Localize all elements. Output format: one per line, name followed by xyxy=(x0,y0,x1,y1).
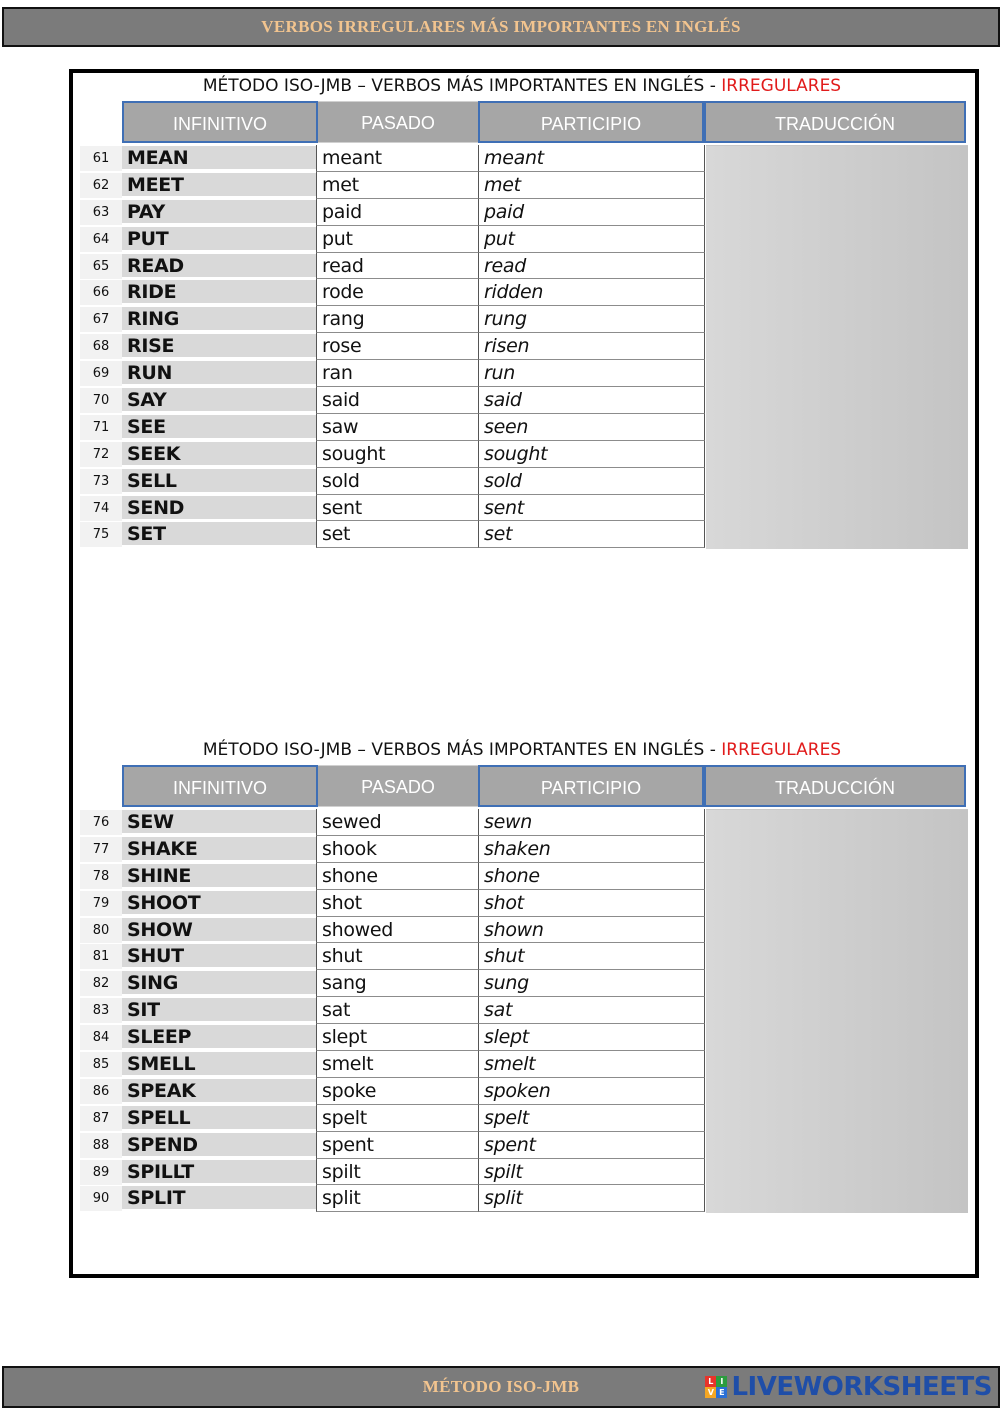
row-number: 77 xyxy=(80,837,122,862)
logo-letter: I xyxy=(716,1376,727,1387)
participle-cell: ridden xyxy=(478,279,705,306)
participle-cell: meant xyxy=(478,145,705,172)
row-number: 71 xyxy=(80,415,122,440)
verb-row xyxy=(80,809,706,836)
past-cell: put xyxy=(316,226,478,253)
participle-cell: risen xyxy=(478,333,705,360)
participle-cell: shot xyxy=(478,890,705,917)
infinitive-cell: RISE xyxy=(122,334,316,358)
section-title-main: MÉTODO ISO-JMB – VERBOS MÁS IMPORTANTES EN INGLÉS - xyxy=(202,76,722,96)
infinitive-cell: PAY xyxy=(122,200,316,224)
row-number: 68 xyxy=(80,334,122,359)
infinitive-cell: SEND xyxy=(122,496,316,520)
row-number: 63 xyxy=(80,200,122,225)
past-cell: spilt xyxy=(316,1159,478,1186)
participle-cell: shaken xyxy=(478,836,705,863)
row-number: 83 xyxy=(80,998,122,1023)
verb-row xyxy=(80,279,706,306)
participle-cell: said xyxy=(478,387,705,414)
past-cell: rang xyxy=(316,306,478,333)
logo-letter: E xyxy=(716,1387,727,1398)
row-number: 73 xyxy=(80,469,122,494)
past-cell: shone xyxy=(316,863,478,890)
infinitive-cell: SHAKE xyxy=(122,837,316,861)
verb-row xyxy=(80,890,706,917)
past-cell: showed xyxy=(316,917,478,944)
row-number: 62 xyxy=(80,173,122,198)
verb-row xyxy=(80,836,706,863)
infinitive-cell: PUT xyxy=(122,227,316,251)
past-cell: rose xyxy=(316,333,478,360)
past-cell: sent xyxy=(316,495,478,522)
participle-cell: sent xyxy=(478,495,705,522)
verb-row xyxy=(80,1159,706,1186)
past-cell: spent xyxy=(316,1132,478,1159)
row-number: 69 xyxy=(80,361,122,386)
infinitive-cell: MEET xyxy=(122,173,316,197)
verb-rows xyxy=(80,145,706,548)
verb-row xyxy=(80,414,706,441)
participle-cell: rung xyxy=(478,306,705,333)
section-title-main: MÉTODO ISO-JMB – VERBOS MÁS IMPORTANTES EN INGLÉS - xyxy=(202,740,722,760)
verb-rows xyxy=(80,809,706,1212)
participle-cell: set xyxy=(478,521,705,548)
row-number: 67 xyxy=(80,307,122,332)
participle-cell: spent xyxy=(478,1132,705,1159)
section-title-highlight: IRREGULARES xyxy=(721,76,842,96)
past-cell: sold xyxy=(316,468,478,495)
infinitive-cell: SMELL xyxy=(122,1052,316,1076)
verb-row xyxy=(80,441,706,468)
verb-row xyxy=(80,387,706,414)
row-number: 85 xyxy=(80,1052,122,1077)
translation-answer-area[interactable] xyxy=(706,809,968,1213)
verb-row xyxy=(80,360,706,387)
infinitive-cell: SLEEP xyxy=(122,1025,316,1049)
logo-letter: L xyxy=(705,1376,716,1387)
section-title xyxy=(190,737,854,763)
verb-row xyxy=(80,145,706,172)
participle-cell: shut xyxy=(478,943,705,970)
participle-cell: spelt xyxy=(478,1105,705,1132)
past-cell: shut xyxy=(316,943,478,970)
row-number: 80 xyxy=(80,918,122,943)
verb-row xyxy=(80,468,706,495)
verb-row xyxy=(80,970,706,997)
past-cell: slept xyxy=(316,1024,478,1051)
row-number: 84 xyxy=(80,1025,122,1050)
verb-row xyxy=(80,997,706,1024)
header-participio: PARTICIPIO xyxy=(478,765,704,807)
participle-cell: sold xyxy=(478,468,705,495)
participle-cell: sat xyxy=(478,997,705,1024)
past-cell: meant xyxy=(316,145,478,172)
infinitive-cell: SHUT xyxy=(122,944,316,968)
infinitive-cell: SPEND xyxy=(122,1133,316,1157)
past-cell: sat xyxy=(316,997,478,1024)
top-banner: VERBOS IRREGULARES MÁS IMPORTANTES EN INGLÉS xyxy=(2,7,1000,47)
row-number: 81 xyxy=(80,944,122,969)
infinitive-cell: SHINE xyxy=(122,864,316,888)
section-title-highlight: IRREGULARES xyxy=(721,740,842,760)
past-cell: said xyxy=(316,387,478,414)
participle-cell: met xyxy=(478,172,705,199)
infinitive-cell: SHOOT xyxy=(122,891,316,915)
infinitive-cell: SEEK xyxy=(122,442,316,466)
section-title xyxy=(190,73,854,99)
past-cell: shot xyxy=(316,890,478,917)
infinitive-cell: SPLIT xyxy=(122,1186,316,1210)
infinitive-cell: RIDE xyxy=(122,280,316,304)
infinitive-cell: SEE xyxy=(122,415,316,439)
participle-cell: run xyxy=(478,360,705,387)
row-number: 86 xyxy=(80,1079,122,1104)
header-infinitivo: INFINITIVO xyxy=(122,765,318,807)
verb-row xyxy=(80,306,706,333)
infinitive-cell: RUN xyxy=(122,361,316,385)
past-cell: saw xyxy=(316,414,478,441)
infinitive-cell: SING xyxy=(122,971,316,995)
row-number: 76 xyxy=(80,810,122,835)
header-traduccion: TRADUCCIÓN xyxy=(704,101,966,143)
past-cell: set xyxy=(316,521,478,548)
row-number: 66 xyxy=(80,280,122,305)
participle-cell: sought xyxy=(478,441,705,468)
participle-cell: spoken xyxy=(478,1078,705,1105)
participle-cell: spilt xyxy=(478,1159,705,1186)
header-pasado: PASADO xyxy=(318,101,478,143)
verb-row xyxy=(80,495,706,522)
past-cell: split xyxy=(316,1185,478,1212)
infinitive-cell: SELL xyxy=(122,469,316,493)
row-number: 72 xyxy=(80,442,122,467)
past-cell: read xyxy=(316,253,478,280)
infinitive-cell: SPILLT xyxy=(122,1160,316,1184)
verb-row xyxy=(80,1078,706,1105)
liveworksheets-icon xyxy=(705,1376,727,1398)
infinitive-cell: SIT xyxy=(122,998,316,1022)
verb-row xyxy=(80,1132,706,1159)
row-number: 88 xyxy=(80,1133,122,1158)
participle-cell: read xyxy=(478,253,705,280)
row-number: 90 xyxy=(80,1186,122,1211)
participle-cell: split xyxy=(478,1185,705,1212)
row-number: 74 xyxy=(80,496,122,521)
past-cell: sang xyxy=(316,970,478,997)
past-cell: ran xyxy=(316,360,478,387)
header-infinitivo: INFINITIVO xyxy=(122,101,318,143)
participle-cell: paid xyxy=(478,199,705,226)
row-number: 61 xyxy=(80,146,122,171)
verb-row xyxy=(80,172,706,199)
verb-row xyxy=(80,1185,706,1212)
verb-row xyxy=(80,226,706,253)
liveworksheets-text: LIVEWORKSHEETS xyxy=(731,1372,992,1402)
past-cell: rode xyxy=(316,279,478,306)
header-traduccion: TRADUCCIÓN xyxy=(704,765,966,807)
verb-row xyxy=(80,199,706,226)
infinitive-cell: SPELL xyxy=(122,1106,316,1130)
past-cell: sewed xyxy=(316,809,478,836)
row-number: 78 xyxy=(80,864,122,889)
participle-cell: shone xyxy=(478,863,705,890)
infinitive-cell: SAY xyxy=(122,388,316,412)
translation-answer-area[interactable] xyxy=(706,145,968,549)
participle-cell: shown xyxy=(478,917,705,944)
row-number: 64 xyxy=(80,227,122,252)
row-number: 65 xyxy=(80,254,122,279)
row-number: 89 xyxy=(80,1160,122,1185)
row-number: 87 xyxy=(80,1106,122,1131)
participle-cell: sung xyxy=(478,970,705,997)
header-participio: PARTICIPIO xyxy=(478,101,704,143)
infinitive-cell: MEAN xyxy=(122,146,316,170)
participle-cell: put xyxy=(478,226,705,253)
verb-row xyxy=(80,863,706,890)
infinitive-cell: SHOW xyxy=(122,918,316,942)
bottom-banner xyxy=(2,1366,1000,1408)
verb-row xyxy=(80,943,706,970)
infinitive-cell: READ xyxy=(122,254,316,278)
infinitive-cell: SPEAK xyxy=(122,1079,316,1103)
verb-row xyxy=(80,333,706,360)
participle-cell: slept xyxy=(478,1024,705,1051)
past-cell: sought xyxy=(316,441,478,468)
row-number: 82 xyxy=(80,971,122,996)
liveworksheets-logo[interactable] xyxy=(705,1372,992,1402)
participle-cell: smelt xyxy=(478,1051,705,1078)
infinitive-cell: RING xyxy=(122,307,316,331)
bottom-banner-text: MÉTODO ISO-JMB xyxy=(422,1377,580,1396)
row-number: 70 xyxy=(80,388,122,413)
verb-row xyxy=(80,521,706,548)
infinitive-cell: SET xyxy=(122,522,316,546)
verb-row xyxy=(80,1105,706,1132)
logo-letter: V xyxy=(705,1387,716,1398)
verb-row xyxy=(80,253,706,280)
header-pasado: PASADO xyxy=(318,765,478,807)
verb-row xyxy=(80,917,706,944)
participle-cell: seen xyxy=(478,414,705,441)
verb-row xyxy=(80,1024,706,1051)
infinitive-cell: SEW xyxy=(122,810,316,834)
verb-row xyxy=(80,1051,706,1078)
past-cell: spelt xyxy=(316,1105,478,1132)
past-cell: smelt xyxy=(316,1051,478,1078)
past-cell: spoke xyxy=(316,1078,478,1105)
row-number: 75 xyxy=(80,522,122,547)
past-cell: paid xyxy=(316,199,478,226)
participle-cell: sewn xyxy=(478,809,705,836)
past-cell: shook xyxy=(316,836,478,863)
row-number: 79 xyxy=(80,891,122,916)
past-cell: met xyxy=(316,172,478,199)
